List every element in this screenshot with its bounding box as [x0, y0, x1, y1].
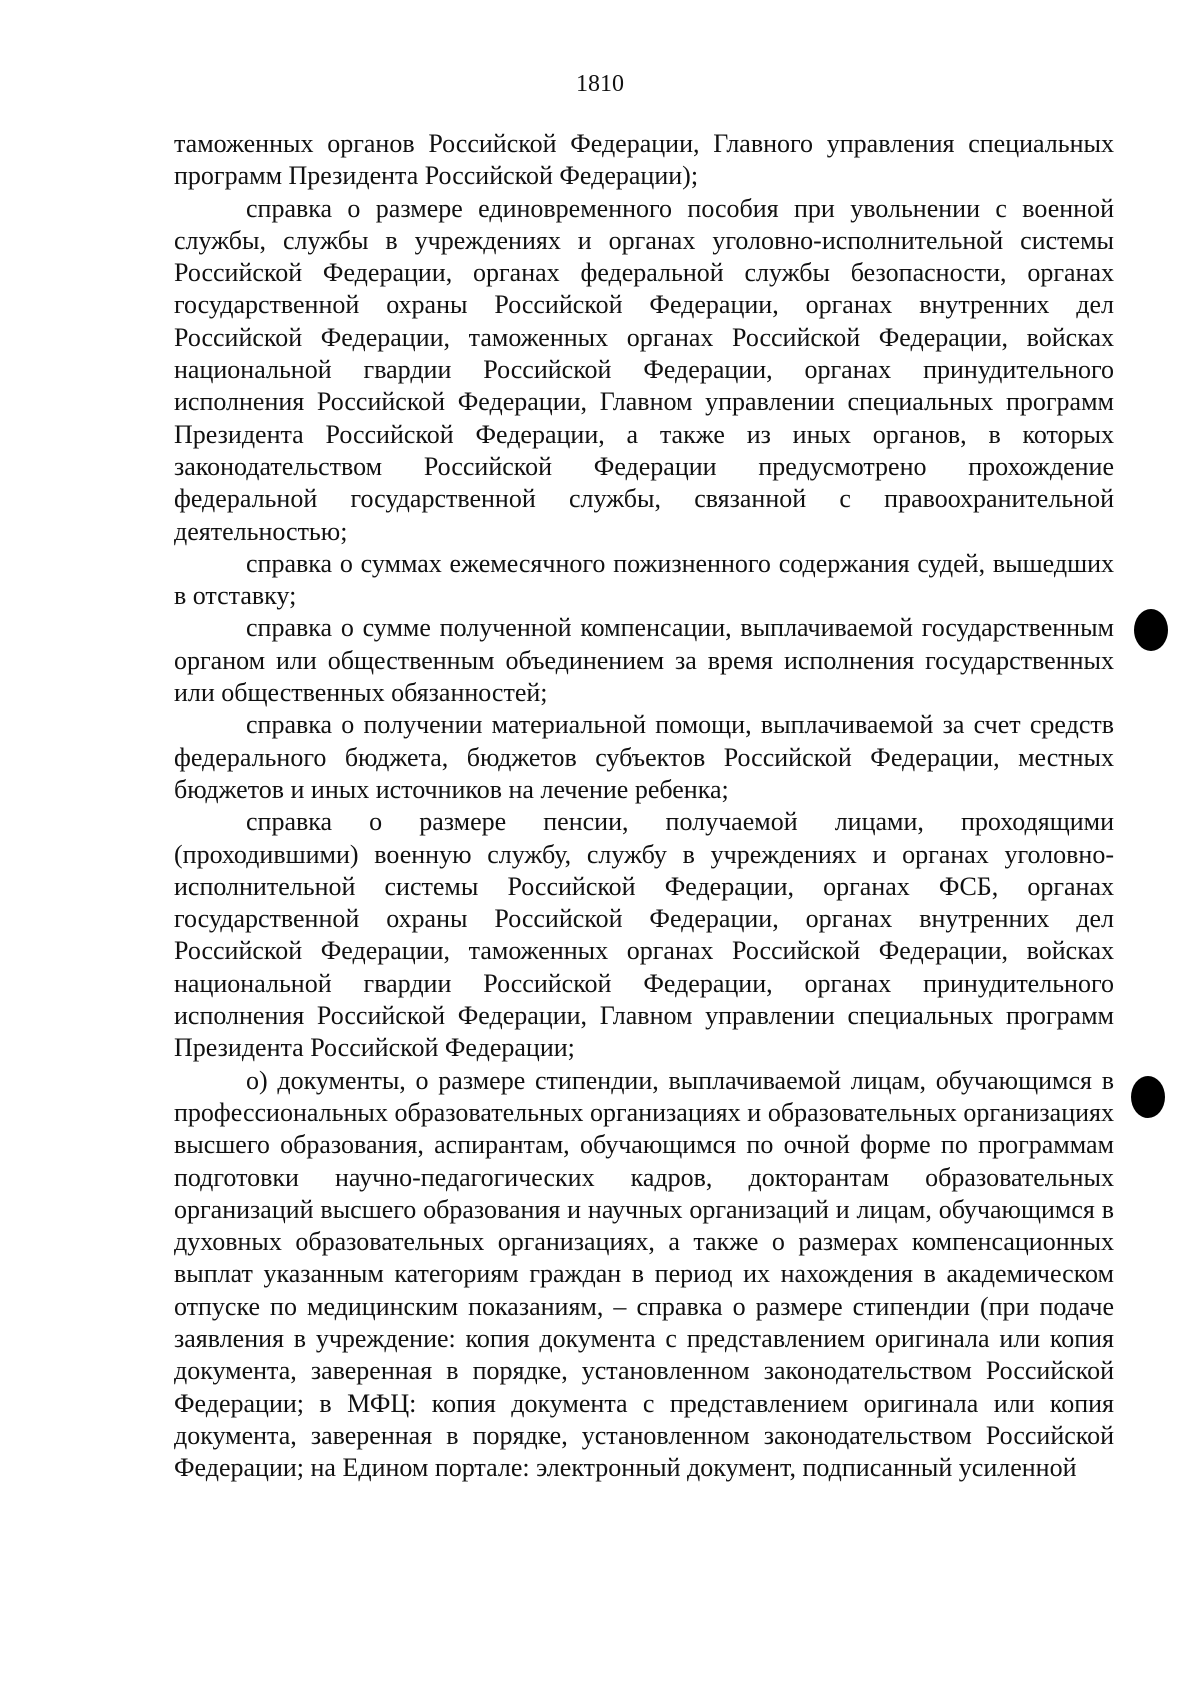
punch-hole-mark: [1134, 609, 1168, 651]
document-body: [174, 128, 1114, 1484]
paragraph-pension: справка о размере пенсии, получаемой лицами, проходящими (проходившими) военную службу, службу в учреждениях и органах уголовно-исполнительной системы Российской Федерации, органах ФСБ, органах государственной охраны Российской Федерации, органах внутренних дел Российской Федерации, таможенных органах Российской Федерации, войсках национальной гвардии Российской Федерации, органах принудительного исполнения Российской Федерации, Главном управлении специальных программ Президента Российской Федерации;: [174, 807, 1114, 1063]
paragraph-lump-sum-allowance: справка о размере единовременного пособия при увольнении с военной службы, службы в учреждениях и органах уголовно-исполнительной системы Российской Федерации, органах федеральной службы безопасности, органах государственной охраны Российской Федерации, органах внутренних дел Российской Федерации, таможенных органах Российской Федерации, войсках национальной гвардии Российской Федерации, органах принудительного исполнения Российской Федерации, Главном управлении специальных программ Президента Российской Федерации, а также из иных органов, в которых законодательством Российской Федерации предусмотрено прохождение федеральной государственной службы, связанной с правоохранительной деятельностью;: [174, 193, 1114, 546]
paragraph-scholarship: о) документы, о размере стипендии, выплачиваемой лицам, обучающимся в профессиональных образовательных организациях и образовательных организациях высшего образования, аспирантам, обучающимся по очной форме по программам подготовки научно-педагогических кадров, докторантам образовательных организаций высшего образования и научных организаций и лицам, обучающимся в духовных образовательных организациях, а также о размерах компенсационных выплат указанным категориям граждан в период их нахождения в академическом отпуске по медицинским показаниям, – справка о размере стипендии (при подаче заявления в учреждение: копия документа с представлением оригинала или копия документа, заверенная в порядке, установленном законодательством Российской Федерации; в МФЦ: копия документа с представлением оригинала или копия документа, заверенная в порядке, установленном законодательством Российской Федерации; на Едином портале: электронный документ, подписанный усиленной: [174, 1065, 1114, 1483]
page-number: 1810: [576, 71, 624, 97]
punch-hole-mark: [1131, 1076, 1165, 1118]
paragraph-judges-allowance: справка о суммах ежемесячного пожизненного содержания судей, вышедших в отставку;: [174, 548, 1114, 611]
paragraph-compensation: справка о сумме полученной компенсации, выплачиваемой государственным органом или общественным объединением за время исполнения государственных или общественных обязанностей;: [174, 613, 1114, 708]
paragraph-continuation: таможенных органов Российской Федерации, Главного управления специальных программ Президента Российской Федерации);: [174, 129, 1114, 191]
paragraph-material-aid: справка о получении материальной помощи, выплачиваемой за счет средств федерального бюджета, бюджетов субъектов Российской Федерации, местных бюджетов и иных источников на лечение ребенка;: [174, 710, 1114, 804]
